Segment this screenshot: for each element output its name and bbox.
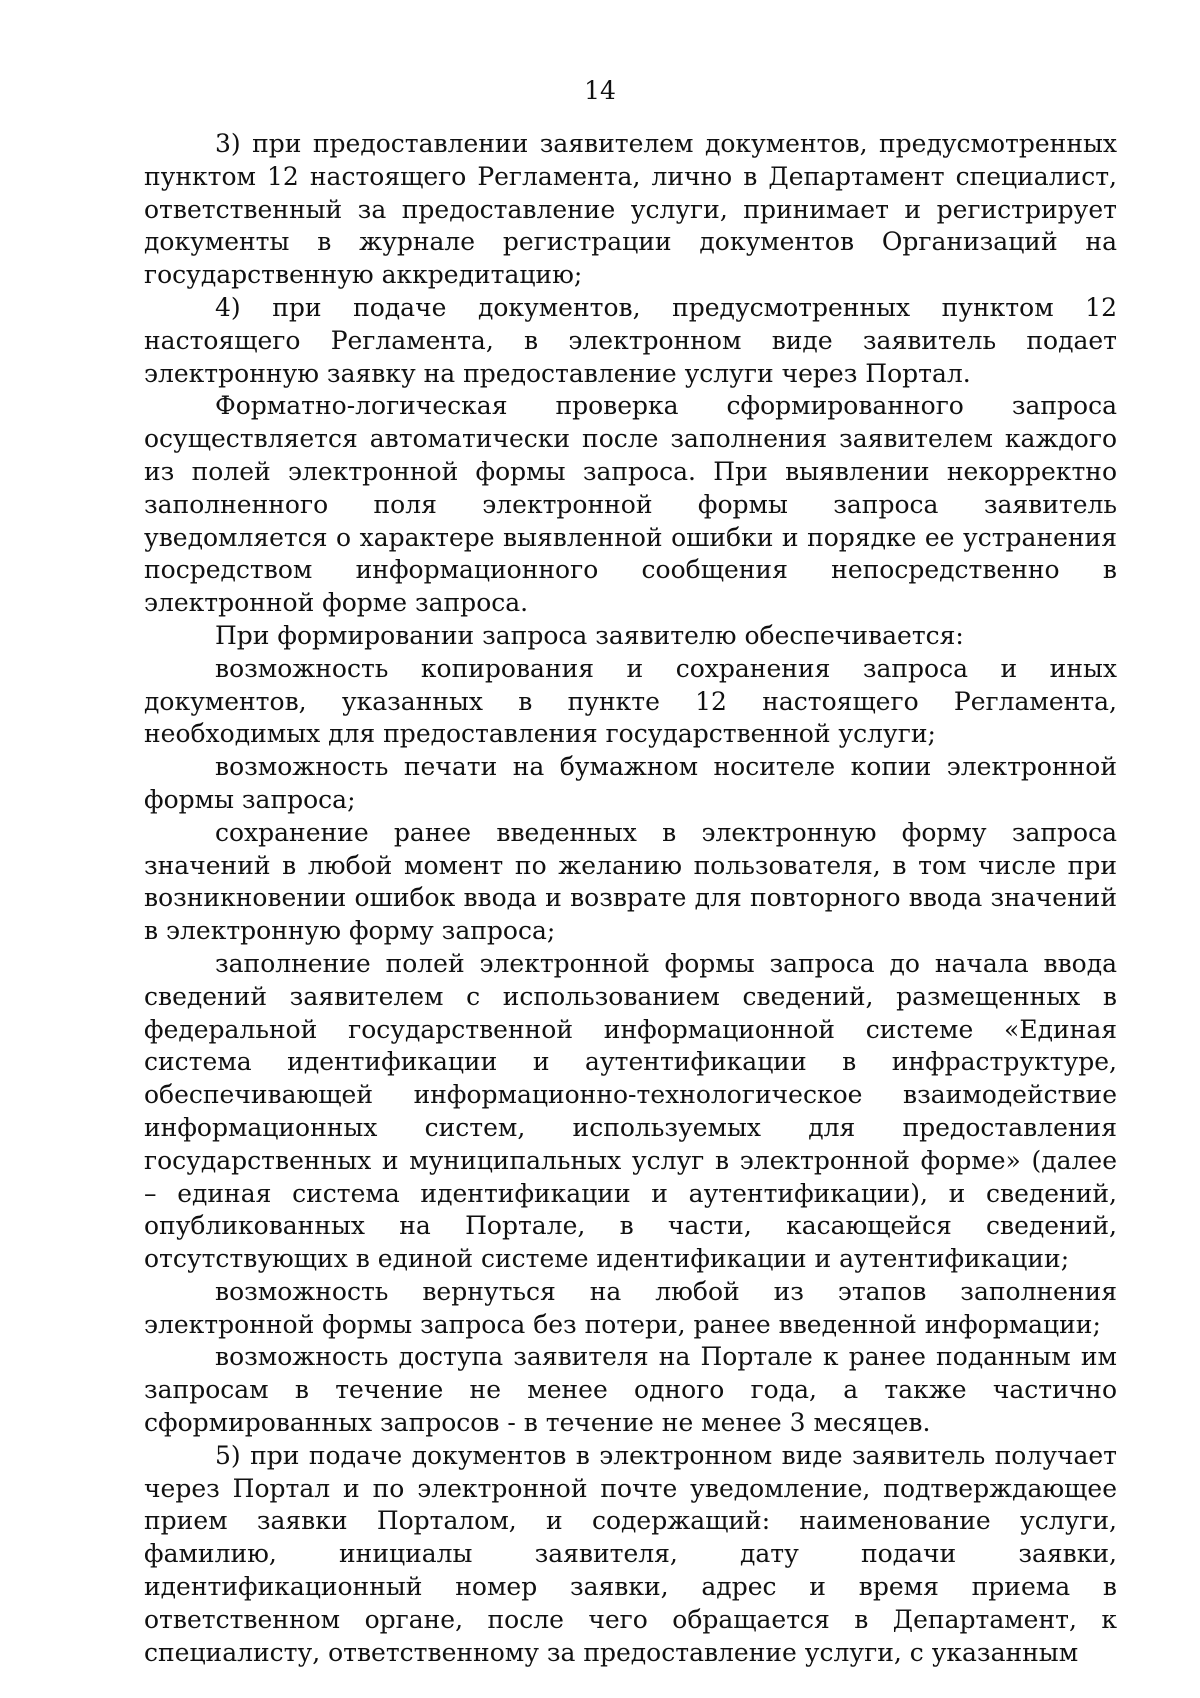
paragraph-print-option: возможность печати на бумажном носителе копии электронной формы запроса; bbox=[144, 752, 1117, 814]
paragraph-copy-save-option: возможность копирования и сохранения запроса и иных документов, указанных в пункте 12 настоящего Регламента, необходимых для предоставления государственной услуги; bbox=[144, 653, 1117, 749]
paragraph-return-to-step: возможность вернуться на любой из этапов заполнения электронной формы запроса без потери, ранее введенной информации; bbox=[144, 1276, 1117, 1339]
paragraph-access-previous-requests: возможность доступа заявителя на Портале к ранее поданным им запросам в течение не менее одного года, а также частично сформированных запросов - в течение не менее 3 месяцев. bbox=[144, 1342, 1117, 1438]
page-number: 14 bbox=[584, 76, 616, 105]
paragraph-prefill-from-esia: заполнение полей электронной формы запроса до начала ввода сведений заявителем с использованием сведений, размещенных в федеральной государственной информационной системе «Единая система идентификации и аутентификации в инфраструктуре, обеспечивающей информационно-технологическое взаимодействие информационных систем, используемых для предоставления государственных и муниципальных услуг в электронной форме» (далее – единая система идентификации и аутентификации), и сведений, опубликованных на Портале, в части, касающейся сведений, отсутствующих в единой системе идентификации и аутентификации; bbox=[144, 948, 1117, 1274]
paragraph-format-logical-check: Форматно-логическая проверка сформированного запроса осуществляется автоматически после заполнения заявителем каждого из полей электронной формы запроса. При выявлении некорректно заполненного поля электронной формы запроса заявитель уведомляется о характере выявленной ошибки и порядке ее устранения посредством информационного сообщения непосредственно в электронной форме запроса. bbox=[144, 391, 1117, 618]
document-body bbox=[144, 128, 1117, 1669]
paragraph-save-entered-values: сохранение ранее введенных в электронную форму запроса значений в любой момент по желанию пользователя, в том числе при возникновении ошибок ввода и возврате для повторного ввода значений в электронную форму запроса; bbox=[144, 817, 1117, 946]
paragraph-item-3-document-registration: 3) при предоставлении заявителем документов, предусмотренных пунктом 12 настоящего Регламента, лично в Департамент специалист, ответственный за предоставление услуги, принимает и регистрирует документы в журнале регистрации документов Организаций на государственную аккредитацию; bbox=[144, 129, 1117, 290]
paragraph-item-4-electronic-submission: 4) при подаче документов, предусмотренных пунктом 12 настоящего Регламента, в электронном виде заявитель подает электронную заявку на предоставление услуги через Портал. bbox=[144, 292, 1117, 388]
paragraph-item-5-notification: 5) при подаче документов в электронном виде заявитель получает через Портал и по электронной почте уведомление, подтверждающее прием заявки Порталом, и содержащий: наименование услуги, фамилию, инициалы заявителя, дату подачи заявки, идентификационный номер заявки, адрес и время приема в ответственном органе, после чего обращается в Департамент, к специалисту, ответственному за предоставление услуги, с указанным bbox=[144, 1440, 1117, 1667]
paragraph-request-provisions-intro: При формировании запроса заявителю обеспечивается: bbox=[215, 620, 964, 650]
